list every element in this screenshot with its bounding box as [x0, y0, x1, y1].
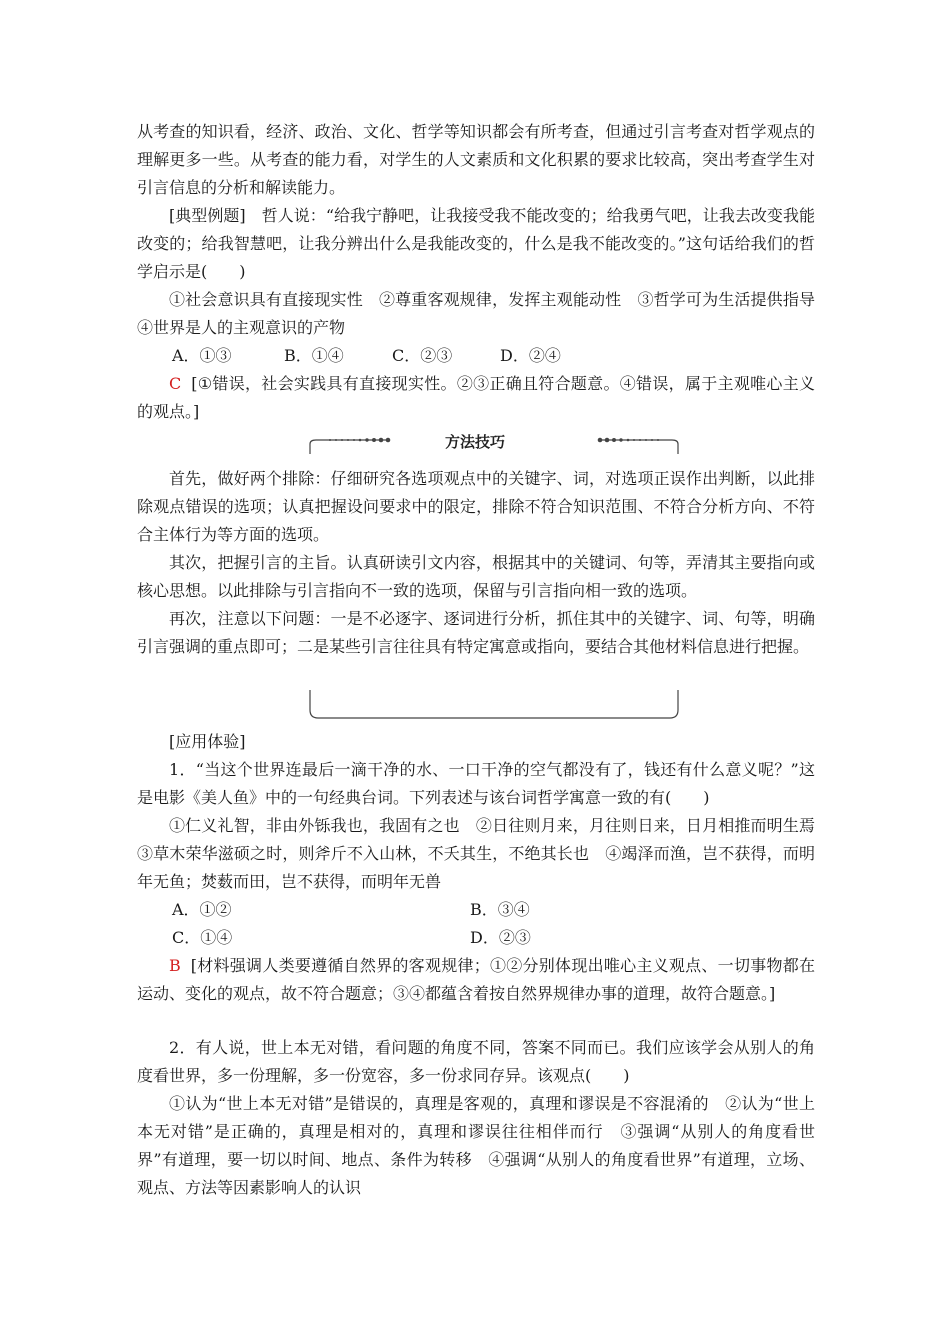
example-stem: [典型例题] 哲人说：“给我宁静吧，让我接受我不能改变的；给我勇气吧，让我去改变我能改变的；给我智慧吧，让我分辨出什么是我能改变的，什么是我不能改变的。”这句话给我们的哲学启示是( ) [137, 206, 815, 281]
q2-stem: 2．有人说，世上本无对错，看问题的角度不同，答案不同而已。我们应该学会从别人的角度看世界，多一份理解，多一份宽容，多一份求同存异。该观点( ) [137, 1038, 815, 1085]
q1-answer-letter: B [169, 956, 181, 975]
q1-option-a: A．①② [172, 900, 232, 919]
q1-option-d: D．②③ [470, 928, 531, 947]
example-option-d: D．②④ [500, 346, 561, 365]
method-paragraph-3: 再次，注意以下问题：一是不必逐字、逐词进行分析，抓住其中的关键字、词、句等，明确引言强调的重点即可；二是某些引言往往具有特定寓意或指向，要结合其他材料信息进行把握。 [137, 609, 815, 656]
example-option-a: A．①③ [172, 346, 232, 365]
q2-statements: ①认为“世上本无对错”是错误的，真理是客观的，真理和谬误是不容混淆的 ②认为“世上本无对错”是正确的，真理是相对的，真理和谬误往往相伴而行 ③强调“从别人的角度看世界”有道理，要一切以时间、地点、条件为转移 ④强调“从别人的角度看世界”有道理，立场、观点、方法等因素影响人的认识 [137, 1094, 815, 1197]
q1-option-c: C．①④ [172, 928, 233, 947]
example-statements: ①社会意识具有直接现实性 ②尊重客观规律，发挥主观能动性 ③哲学可为生活提供指导 ④世界是人的主观意识的产物 [137, 290, 832, 337]
method-frame-bottom [308, 688, 680, 722]
intro-paragraph: 从考查的知识看，经济、政治、文化、哲学等知识都会有所考查，但通过引言考查对哲学观点的理解更多一些。从考查的能力看，对学生的人文素质和文化积累的要求比较高，突出考查学生对引言信息的分析和解读能力。 [137, 122, 815, 197]
method-title: 方法技巧 [395, 431, 555, 453]
q1-statements: ①仁义礼智，非由外铄我也，我固有之也 ②日往则月来，月往则日来，日月相推而明生焉 ③草木荣华滋硕之时，则斧斤不入山林，不夭其生，不绝其长也 ④竭泽而渔，岂不获得，而明年无鱼；焚薮而田，岂不获得，而明年无兽 [137, 816, 832, 891]
example-answer-text: [①错误，社会实践具有直接现实性。②③正确且符合题意。④错误，属于主观唯心主义的观点。] [137, 374, 815, 421]
q1-answer [137, 952, 815, 1008]
example-answer [137, 370, 815, 426]
method-paragraph-2: 其次，把握引言的主旨。认真研读引文内容，根据其中的关键词、句等，弄清其主要指向或核心思想。以此排除与引言指向不一致的选项，保留与引言指向相一致的选项。 [137, 553, 815, 600]
q1-option-b: B．③④ [470, 900, 530, 919]
q1-answer-text: [材料强调人类要遵循自然界的客观规律；①②分别体现出唯心主义观点、一切事物都在运动、变化的观点，故不符合题意；③④都蕴含着按自然界规律办事的道理，故符合题意。] [137, 956, 815, 1003]
q1-stem: 1．“当这个世界连最后一滴干净的水、一口干净的空气都没有了，钱还有什么意义呢？”这是电影《美人鱼》中的一句经典台词。下列表述与该台词哲学寓意一致的有( ) [137, 760, 815, 807]
practice-heading: [应用体验] [169, 732, 246, 751]
example-option-b: B．①④ [284, 346, 344, 365]
example-answer-letter: C [169, 374, 182, 393]
method-paragraph-1: 首先，做好两个排除：仔细研究各选项观点中的关键字、词，对选项正误作出判断，以此排除观点错误的选项；认真把握设问要求中的限定，排除不符合知识范围、不符合分析方向、不符合主体行为等方面的选项。 [137, 469, 815, 544]
example-option-c: C．②③ [392, 346, 453, 365]
